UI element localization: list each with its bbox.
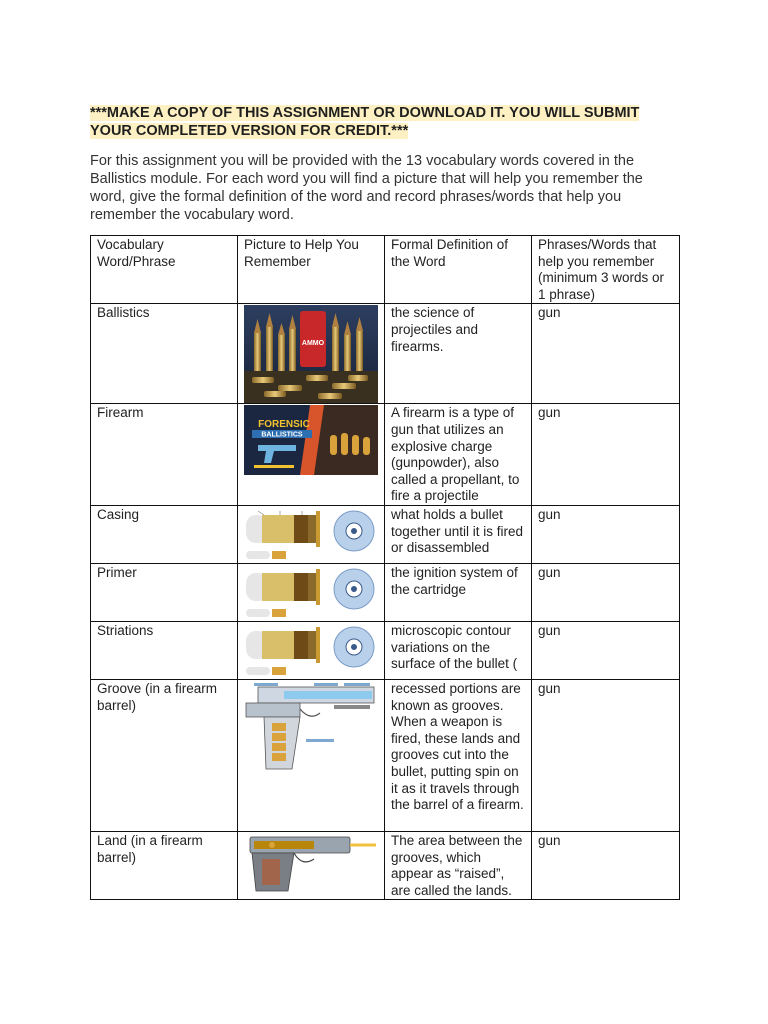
phrase-cell: gun — [532, 404, 680, 506]
word-cell: Ballistics — [91, 304, 238, 404]
forensic-ballistics-image — [244, 405, 378, 475]
ammunition-image — [244, 305, 378, 403]
pistol-cutaway-image — [244, 833, 378, 893]
definition-cell: A firearm is a type of gun that utilizes an explosive charge (gunpowder), also called a propellant, to fire a projectile — [385, 404, 532, 506]
cartridge-diagram-image — [244, 565, 378, 621]
definition-cell: the science of projectiles and firearms. — [385, 304, 532, 404]
instructions-paragraph: For this assignment you will be provided with the 13 vocabulary words covered in the Ballistics module. For each word you will find a picture that will help you remember the word, give the formal definition of the word and record phrases/words that help you remember the vocabulary word. — [90, 153, 643, 223]
svg-text:FORENSIC: FORENSIC — [258, 419, 310, 431]
word-cell: Striations — [91, 621, 238, 679]
svg-text:BALLISTICS: BALLISTICS — [261, 431, 303, 439]
definition-cell: the ignition system of the cartridge — [385, 563, 532, 621]
picture-cell — [238, 304, 385, 404]
word-cell: Firearm — [91, 404, 238, 506]
table-header-row — [91, 236, 680, 304]
header-vocabulary: Vocabulary Word/Phrase — [91, 236, 238, 304]
table-row — [91, 304, 680, 404]
picture-cell — [238, 563, 385, 621]
phrase-cell: gun — [532, 304, 680, 404]
table-row — [91, 831, 680, 899]
header-picture: Picture to Help You Remember — [238, 236, 385, 304]
phrase-cell: gun — [532, 831, 680, 899]
table-row — [91, 621, 680, 679]
definition-cell: The area between the grooves, which appear as “raised”, are called the lands. — [385, 831, 532, 899]
word-cell: Primer — [91, 563, 238, 621]
vocabulary-table — [90, 235, 680, 900]
phrase-cell: gun — [532, 563, 680, 621]
word-cell: Land (in a firearm barrel) — [91, 831, 238, 899]
table-row — [91, 679, 680, 831]
phrase-cell: gun — [532, 679, 680, 831]
header-definition: Formal Definition of the Word — [385, 236, 532, 304]
table-row — [91, 563, 680, 621]
table-row — [91, 505, 680, 563]
cartridge-diagram-image — [244, 507, 378, 563]
assignment-notice — [90, 104, 680, 140]
picture-cell — [238, 621, 385, 679]
word-cell: Casing — [91, 505, 238, 563]
picture-cell — [238, 505, 385, 563]
pistol-diagram-image — [244, 681, 378, 773]
notice-text: ***MAKE A COPY OF THIS ASSIGNMENT OR DOWNLOAD IT. YOU WILL SUBMIT YOUR COMPLETED VERSION FOR CREDIT.*** — [90, 105, 640, 139]
header-phrases: Phrases/Words that help you remember (minimum 3 words or 1 phrase) — [532, 236, 680, 304]
definition-cell: recessed portions are known as grooves. When a weapon is fired, these lands and grooves cut into the bullet, putting spin on it as it travels through the barrel of a firearm. — [385, 679, 532, 831]
cartridge-diagram-image — [244, 623, 378, 679]
ammo-box-label: AMMO — [301, 340, 325, 348]
table-row — [91, 404, 680, 506]
definition-cell: what holds a bullet together until it is fired or disassembled — [385, 505, 532, 563]
picture-cell — [238, 404, 385, 506]
picture-cell — [238, 679, 385, 831]
picture-cell — [238, 831, 385, 899]
phrase-cell: gun — [532, 505, 680, 563]
phrase-cell: gun — [532, 621, 680, 679]
definition-cell: microscopic contour variations on the surface of the bullet ( — [385, 621, 532, 679]
word-cell: Groove (in a firearm barrel) — [91, 679, 238, 831]
